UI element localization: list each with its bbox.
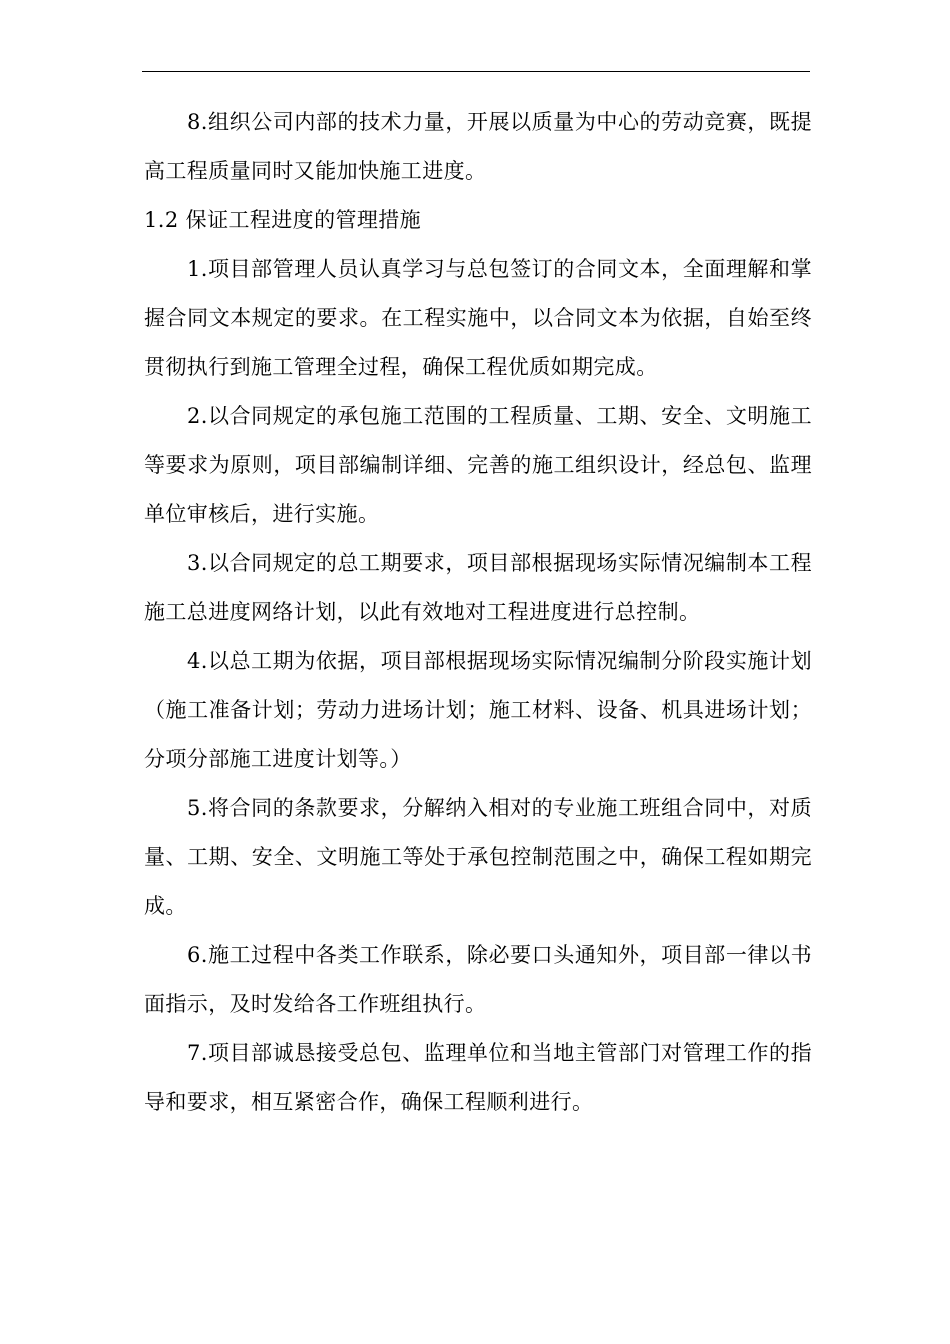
header-rule xyxy=(142,71,810,72)
paragraph-item-7: 7.项目部诚恳接受总包、监理单位和当地主管部门对管理工作的指导和要求，相互紧密合作，确保工程顺利进行。 xyxy=(144,1041,812,1114)
paragraph-item-6: 6.施工过程中各类工作联系，除必要口头通知外，项目部一律以书面指示，及时发给各工作班组执行。 xyxy=(144,943,812,1016)
paragraph-item-2: 2.以合同规定的承包施工范围的工程质量、工期、安全、文明施工等要求为原则，项目部编制详细、完善的施工组织设计，经总包、监理单位审核后，进行实施。 xyxy=(144,404,812,526)
paragraph-item-8: 8.组织公司内部的技术力量，开展以质量为中心的劳动竞赛，既提高工程质量同时又能加快施工进度。 xyxy=(144,110,812,183)
paragraph-item-1: 1.项目部管理人员认真学习与总包签订的合同文本，全面理解和掌握合同文本规定的要求。在工程实施中，以合同文本为依据，自始至终贯彻执行到施工管理全过程，确保工程优质如期完成。 xyxy=(144,257,812,379)
paragraph-item-4: 4.以总工期为依据，项目部根据现场实际情况编制分阶段实施计划（施工准备计划；劳动力进场计划；施工材料、设备、机具进场计划；分项分部施工进度计划等。） xyxy=(144,649,812,771)
section-heading: 1.2 保证工程进度的管理措施 xyxy=(144,208,422,232)
paragraph-item-5: 5.将合同的条款要求，分解纳入相对的专业施工班组合同中，对质量、工期、安全、文明施工等处于承包控制范围之中，确保工程如期完成。 xyxy=(144,796,812,918)
document-body xyxy=(144,98,812,1127)
paragraph-item-3: 3.以合同规定的总工期要求，项目部根据现场实际情况编制本工程施工总进度网络计划，以此有效地对工程进度进行总控制。 xyxy=(144,551,812,624)
